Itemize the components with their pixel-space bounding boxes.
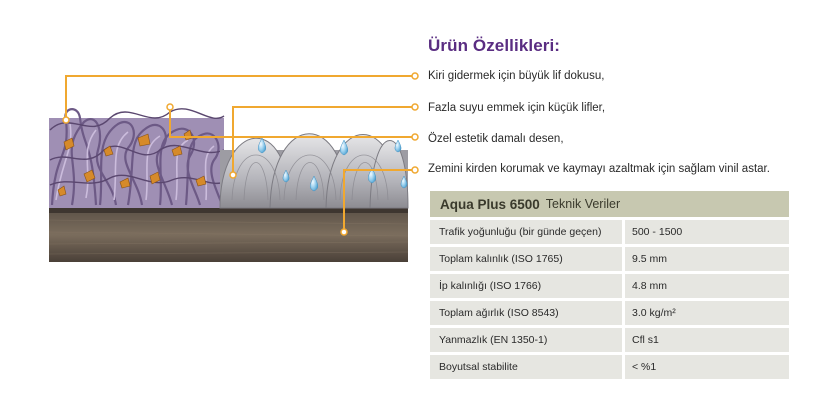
table-row (430, 301, 789, 325)
spec-label: Yanmazlık (EN 1350-1) (430, 328, 622, 352)
product-name: Aqua Plus 6500 (440, 196, 540, 212)
spec-label: İp kalınlığı (ISO 1766) (430, 274, 622, 298)
technical-data-table (430, 191, 789, 379)
table-row (430, 220, 789, 244)
table-row (430, 274, 789, 298)
product-features-heading: Ürün Özellikleri: (428, 36, 561, 55)
table-header (430, 191, 789, 217)
table-row (430, 355, 789, 379)
spec-value: Cfl s1 (625, 328, 789, 352)
table-subtitle: Teknik Veriler (545, 197, 621, 211)
spec-value: 500 - 1500 (625, 220, 789, 244)
feature-small-fibers: Fazla suyu emmek için küçük lifler, (428, 102, 606, 114)
feature-large-fibers: Kiri gidermek için büyük lif dokusu, (428, 70, 605, 82)
feature-pattern: Özel estetik damalı desen, (428, 133, 564, 145)
spec-value: < %1 (625, 355, 789, 379)
feature-vinyl-backing: Zemini kirden korumak ve kaymayı azaltmak için sağlam vinil astar. (428, 163, 770, 175)
spec-label: Toplam ağırlık (ISO 8543) (430, 301, 622, 325)
spec-label: Boyutsal stabilite (430, 355, 622, 379)
spec-label: Toplam kalınlık (ISO 1765) (430, 247, 622, 271)
spec-value: 3.0 kg/m² (625, 301, 789, 325)
table-row (430, 247, 789, 271)
large-fiber-texture (49, 109, 224, 208)
spec-value: 4.8 mm (625, 274, 789, 298)
spec-value: 9.5 mm (625, 247, 789, 271)
table-row (430, 328, 789, 352)
spec-label: Trafik yoğunluğu (bir günde geçen) (430, 220, 622, 244)
